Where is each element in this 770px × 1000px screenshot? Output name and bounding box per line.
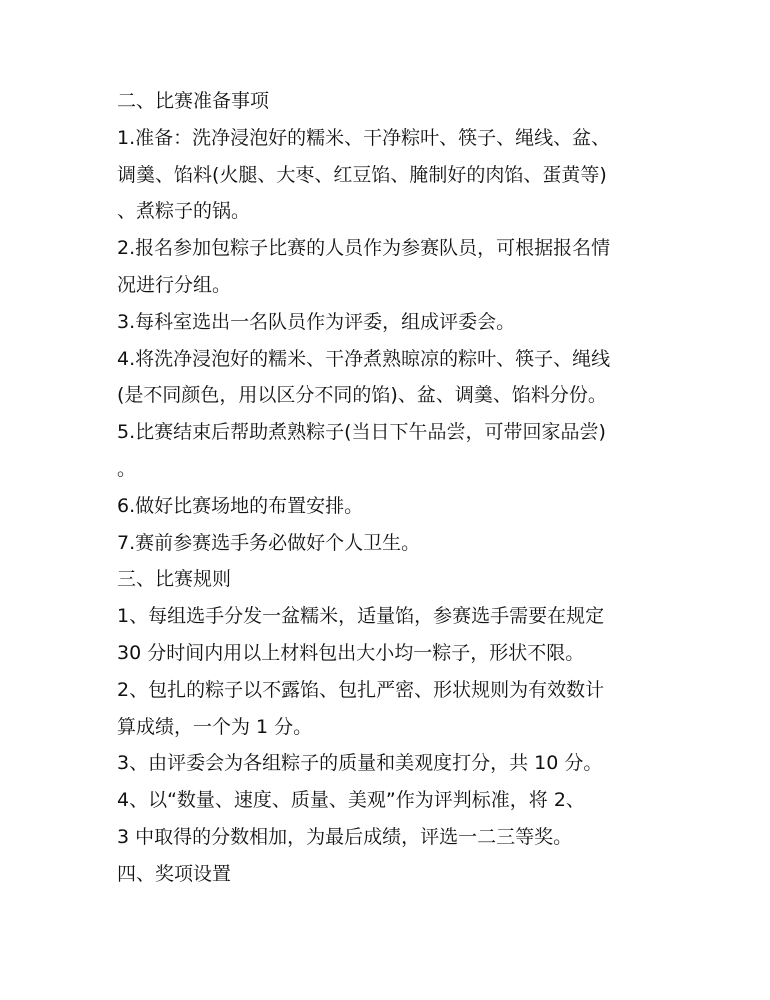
text-line: 、煮粽子的锅。: [117, 200, 251, 223]
text-line: 况进行分组。: [117, 273, 232, 296]
section-heading-preparation: 二、比赛准备事项: [117, 90, 270, 112]
section-heading-awards: 四、奖项设置: [117, 862, 232, 885]
text-line: 5.比赛结束后帮助煮熟粽子(当日下午品尝，可带回家品尝): [117, 421, 606, 444]
text-line: (是不同颜色，用以区分不同的馅)、盆、调羹、馅料分份。: [117, 384, 607, 407]
text-line: 。: [117, 457, 137, 480]
text-line: 2.报名参加包粽子比赛的人员作为参赛队员，可根据报名情: [117, 237, 611, 260]
text-line: 算成绩，一个为 1 分。: [117, 715, 313, 738]
section-heading-rules: 三、比赛规则: [117, 568, 232, 591]
text-line: 1.准备：洗净浸泡好的糯米、干净粽叶、筷子、绳线、盆、: [117, 126, 611, 149]
document-body: [117, 83, 657, 893]
text-line: 4.将洗净浸泡好的糯米、干净煮熟晾凉的粽叶、筷子、绳线: [117, 347, 611, 370]
text-line: 6.做好比赛场地的布置安排。: [117, 494, 364, 517]
text-line: 30 分时间内用以上材料包出大小均一粽子，形状不限。: [117, 641, 585, 664]
text-line: 1、每组选手分发一盆糯米，适量馅，参赛选手需要在规定: [117, 605, 605, 628]
text-line: 3.每科室选出一名队员作为评委，组成评委会。: [117, 310, 516, 333]
text-line: 7.赛前参赛选手务必做好个人卫生。: [117, 531, 421, 554]
text-line: 3、由评委会为各组粽子的质量和美观度打分，共 10 分。: [117, 752, 603, 775]
text-line: 调羹、馅料(火腿、大枣、红豆馅、腌制好的肉馅、蛋黄等): [117, 163, 607, 186]
text-line: 3 中取得的分数相加，为最后成绩，评选一二三等奖。: [117, 825, 573, 848]
text-line: 4、以“数量、速度、质量、美观”作为评判标准，将 2、: [117, 789, 585, 812]
text-line: 2、包扎的粽子以不露馅、包扎严密、形状规则为有效数计: [117, 678, 605, 701]
